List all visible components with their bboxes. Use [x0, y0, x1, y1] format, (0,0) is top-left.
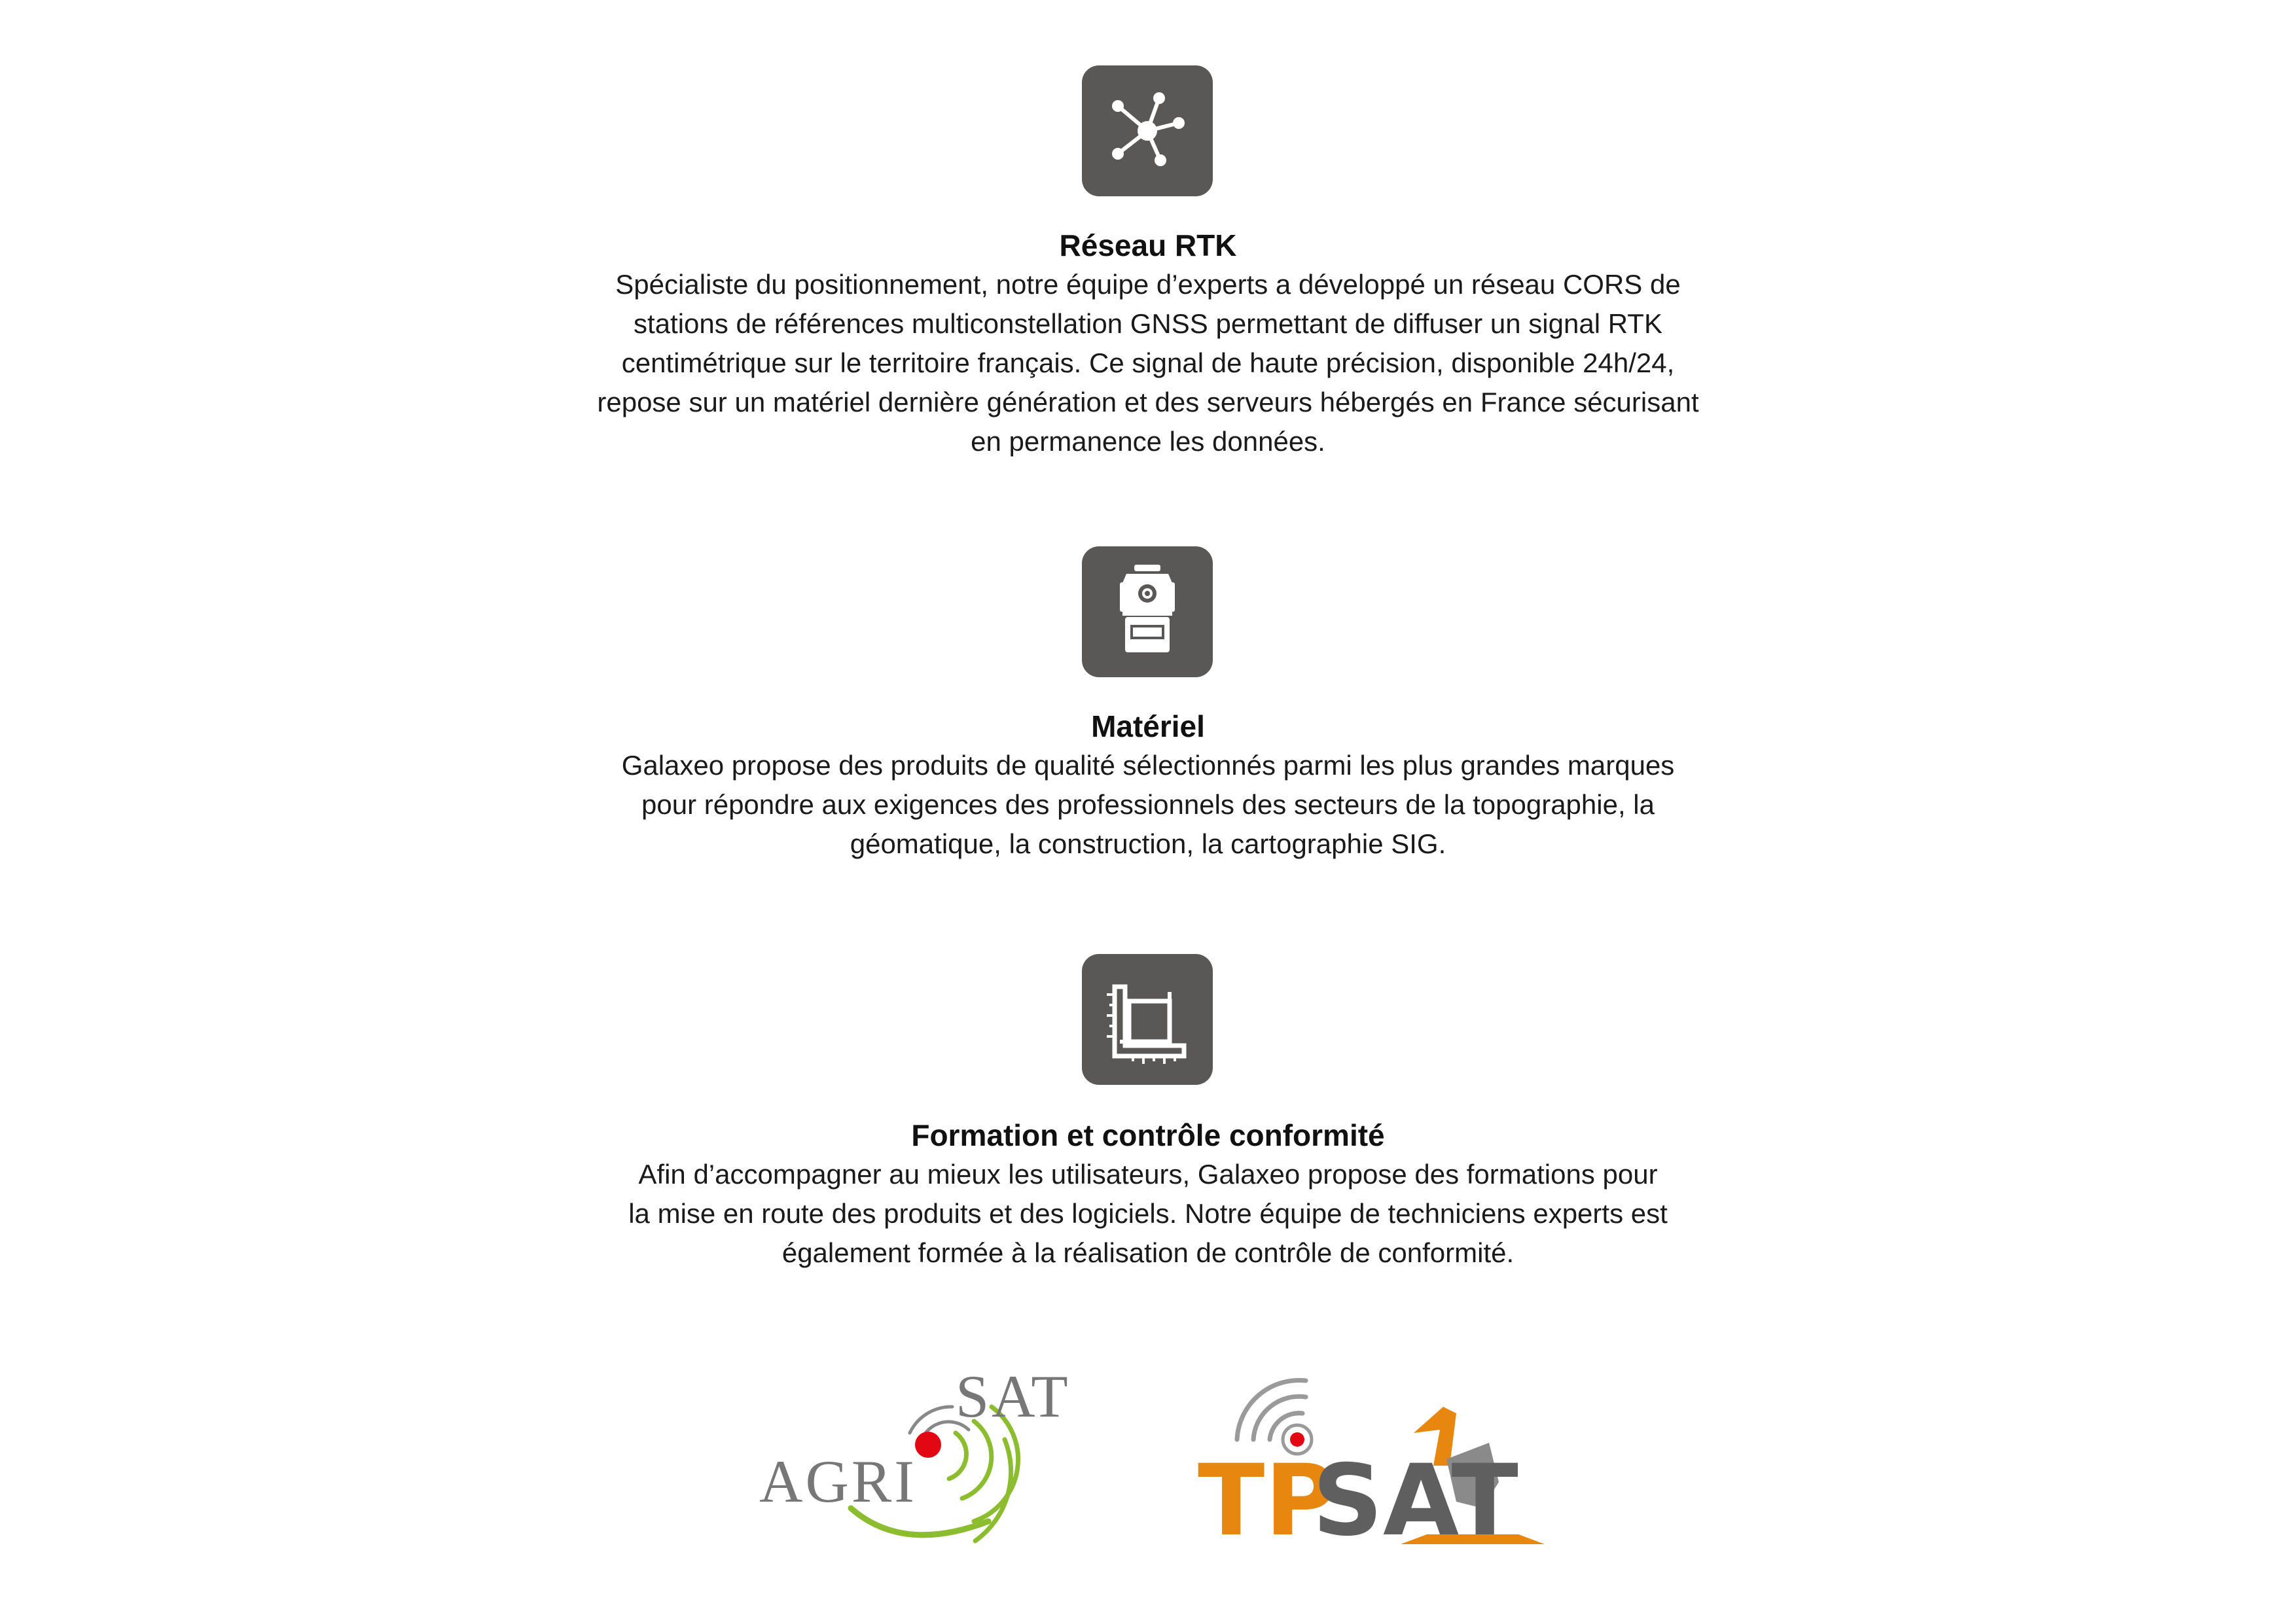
tpsat-sat-text: SAT — [1312, 1444, 1518, 1551]
text-line: également formée à la réalisation de contrôle de conformité. — [781, 1237, 1515, 1268]
total-station-icon-tile — [1082, 546, 1213, 677]
tpsat-logo — [1191, 1368, 1545, 1551]
text-line: géomatique, la construction, la cartographie SIG. — [850, 828, 1446, 859]
agrisat-logo — [753, 1368, 1080, 1551]
text-line: Afin d’accompagner au mieux les utilisateurs, Galaxeo propose des formations pour — [638, 1159, 1658, 1190]
network-icon-tile — [1082, 65, 1213, 196]
ruler-square-icon — [1082, 954, 1213, 1085]
agrisat-logo-graphic — [753, 1368, 1080, 1551]
network-icon — [1082, 65, 1213, 196]
text-line: Galaxeo propose des produits de qualité sélectionnés parmi les plus grandes marques — [621, 750, 1675, 781]
text-line: stations de références multiconstellation GNSS permettant de diffuser un signal RTK — [634, 308, 1662, 339]
text-line: la mise en route des produits et des logiciels. Notre équipe de techniciens experts est — [628, 1198, 1668, 1229]
section-text-materiel — [493, 746, 1803, 864]
agrisat-agri-text: AGRI — [759, 1448, 917, 1515]
agrisat-sat-text: SAT — [956, 1368, 1071, 1430]
tpsat-tp-text: TP — [1198, 1444, 1337, 1551]
section-title-reseau-rtk: Réseau RTK — [1059, 228, 1237, 262]
text-line: repose sur un matériel dernière génération et des serveurs hébergés en France sécurisant — [597, 387, 1699, 417]
text-line: en permanence les données. — [971, 426, 1325, 457]
ruler-square-icon-tile — [1082, 954, 1213, 1085]
section-text-reseau-rtk — [493, 265, 1803, 461]
text-line: centimétrique sur le territoire français. Ce signal de haute précision, disponible 24h/24, — [621, 347, 1675, 378]
tpsat-logo-graphic — [1191, 1368, 1545, 1551]
total-station-icon — [1082, 546, 1213, 677]
section-title-formation: Formation et contrôle conformité — [911, 1118, 1385, 1152]
section-text-formation — [493, 1155, 1803, 1273]
section-title-materiel: Matériel — [1091, 709, 1205, 743]
text-line: pour répondre aux exigences des professionnels des secteurs de la topographie, la — [641, 789, 1655, 820]
text-line: Spécialiste du positionnement, notre équipe d’experts a développé un réseau CORS de — [615, 269, 1681, 300]
